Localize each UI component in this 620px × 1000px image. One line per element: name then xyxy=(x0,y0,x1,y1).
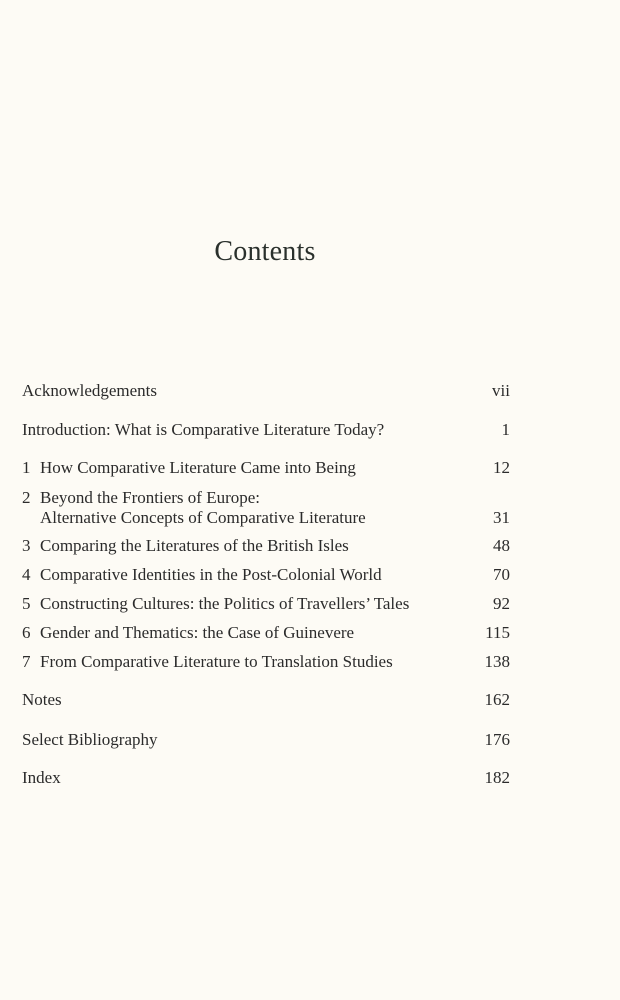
toc-entry-page: vii xyxy=(492,381,510,400)
toc-entry-label: Introduction: What is Comparative Literature Today? xyxy=(22,420,385,439)
page-title: Contents xyxy=(214,236,316,267)
chapter-title: From Comparative Literature to Translation Studies xyxy=(40,652,393,671)
chapter-number: 5 xyxy=(22,594,31,613)
chapter-title-line-1: Beyond the Frontiers of Europe: xyxy=(40,488,261,507)
chapter-title: Gender and Thematics: the Case of Guinevere xyxy=(40,623,355,642)
toc-entry-page: 115 xyxy=(485,623,510,642)
toc-entry-page: 12 xyxy=(493,458,510,477)
toc-entry-page: 182 xyxy=(484,768,510,787)
toc-entry-page: 162 xyxy=(484,690,510,709)
toc-entry-chapter-5[interactable] xyxy=(22,594,510,614)
chapter-number: 2 xyxy=(22,488,31,507)
toc-entry-notes[interactable] xyxy=(22,690,510,710)
chapter-number: 7 xyxy=(22,652,31,671)
chapter-title-line-2: Alternative Concepts of Comparative Literature xyxy=(40,508,366,527)
toc-entry-chapter-7[interactable] xyxy=(22,652,510,672)
chapter-title: Comparing the Literatures of the British Isles xyxy=(40,536,349,555)
chapter-number: 3 xyxy=(22,536,31,555)
chapter-number: 1 xyxy=(22,458,31,477)
toc-entry-index[interactable] xyxy=(22,768,510,788)
toc-entry-page: 1 xyxy=(501,420,510,439)
chapter-title: Comparative Identities in the Post-Colonial World xyxy=(40,565,382,584)
toc-entry-label: Select Bibliography xyxy=(22,730,158,749)
toc-entry-chapter-3[interactable] xyxy=(22,536,510,556)
toc-entry-page: 31 xyxy=(493,508,510,527)
toc-entry-page: 92 xyxy=(493,594,510,613)
chapter-number: 4 xyxy=(22,565,31,584)
toc-entry-chapter-6[interactable] xyxy=(22,623,510,643)
toc-entry-chapter-2[interactable] xyxy=(22,488,510,528)
toc-entry-page: 176 xyxy=(484,730,510,749)
chapter-title: Constructing Cultures: the Politics of Travellers’ Tales xyxy=(40,594,410,613)
toc-entry-chapter-1[interactable] xyxy=(22,458,510,478)
toc-entry-label: Notes xyxy=(22,690,62,709)
toc-entry-select-bibliography[interactable] xyxy=(22,730,510,750)
toc-entry-acknowledgements[interactable] xyxy=(22,381,510,401)
toc-entry-page: 138 xyxy=(484,652,510,671)
toc-entry-page: 48 xyxy=(493,536,510,555)
toc-entry-label: Acknowledgements xyxy=(22,381,158,400)
chapter-number: 6 xyxy=(22,623,31,642)
toc-entry-label: Index xyxy=(22,768,61,787)
toc-entry-chapter-4[interactable] xyxy=(22,565,510,585)
toc-entry-introduction[interactable] xyxy=(22,420,510,440)
chapter-title: How Comparative Literature Came into Being xyxy=(40,458,356,477)
toc-entry-page: 70 xyxy=(493,565,510,584)
